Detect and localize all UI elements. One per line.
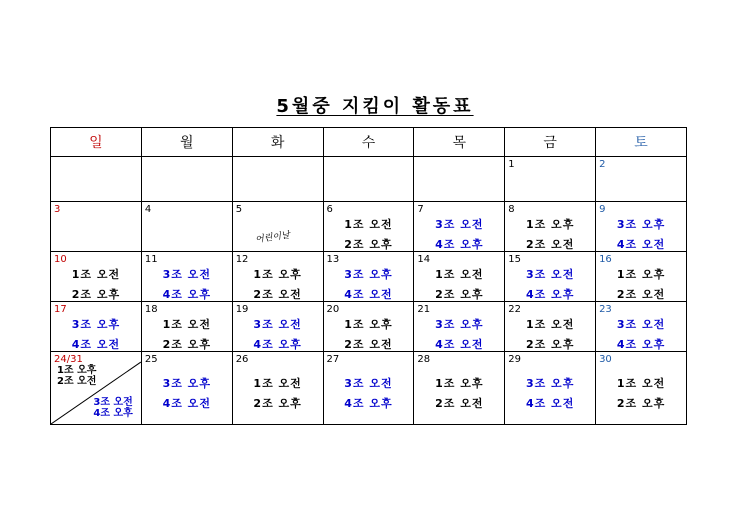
shift-entry: 2조 오전	[525, 238, 575, 251]
shift-entry: 1조 오후	[525, 218, 575, 231]
shift-list	[596, 315, 686, 355]
shift-entry: 2조 오후	[162, 338, 211, 351]
day-cell	[51, 352, 142, 425]
weekday-wed: 수	[323, 128, 414, 157]
shift-list	[233, 315, 323, 355]
day-number: 20	[326, 304, 340, 315]
shift-entry: 4조 오전	[71, 338, 121, 351]
shift-entry: 1조 오후	[616, 268, 666, 281]
day-number: 11	[144, 254, 158, 265]
shift-entry: 3조 오후	[71, 318, 121, 331]
shift-entry: 4조 오전	[344, 288, 393, 301]
shift-entry: 1조 오전	[435, 268, 484, 281]
shift-list	[233, 265, 323, 305]
day-cell	[505, 252, 596, 302]
day-cell	[51, 252, 142, 302]
shift-entry: 1조 오전	[344, 218, 393, 231]
split-top-shifts	[57, 365, 96, 387]
day-cell	[414, 157, 505, 202]
day-number: 8	[508, 204, 515, 215]
day-number: 9	[599, 204, 606, 215]
week-row	[51, 302, 687, 352]
day-cell	[323, 302, 414, 352]
page-title: 5월중 지킴이 활동표	[276, 96, 474, 117]
day-cell	[505, 352, 596, 425]
day-number: 30	[599, 354, 612, 365]
shift-entry: 4조 오후	[525, 288, 575, 301]
day-number: 4	[144, 204, 152, 215]
day-number: 26	[235, 354, 249, 365]
day-cell	[505, 157, 596, 202]
day-number: 13	[326, 254, 340, 265]
shift-entry: 4조 오후	[253, 338, 302, 351]
shift-entry: 2조 오후	[616, 397, 666, 410]
day-cell	[596, 202, 687, 252]
day-number: 2	[599, 159, 606, 170]
day-number: 21	[417, 304, 431, 315]
day-number: 10	[54, 254, 67, 265]
day-cell	[596, 252, 687, 302]
shift-list	[414, 315, 504, 355]
day-number: 15	[508, 254, 521, 265]
day-cell	[232, 157, 323, 202]
day-cell	[414, 202, 505, 252]
shift-entry: 2조 오후	[71, 288, 121, 301]
shift-list	[414, 374, 504, 414]
day-number: 1	[508, 159, 515, 170]
weekday-tue: 화	[232, 128, 323, 157]
shift-list	[51, 265, 141, 305]
shift-entry: 1조 오전	[525, 318, 575, 331]
shift-list	[505, 215, 595, 255]
shift-entry: 3조 오후	[344, 268, 393, 281]
shift-entry: 2조 오후	[253, 397, 302, 410]
day-number: 17	[54, 304, 67, 315]
shift-entry: 2조 오전	[344, 338, 393, 351]
shift-entry: 1조 오후	[57, 365, 97, 376]
shift-list	[324, 374, 414, 414]
day-number: 3	[54, 204, 61, 215]
weekday-mon: 월	[141, 128, 232, 157]
shift-entry: 3조 오전	[616, 318, 666, 331]
shift-entry: 2조 오전	[435, 397, 484, 410]
shift-list	[596, 265, 686, 305]
week-row	[51, 252, 687, 302]
day-cell	[141, 202, 232, 252]
shift-entry: 3조 오전	[435, 218, 484, 231]
day-number: 5	[235, 204, 243, 215]
shift-entry: 3조 오후	[162, 377, 211, 390]
shift-entry: 4조 오후	[344, 397, 393, 410]
shift-entry: 3조 오전	[93, 397, 133, 408]
shift-list	[596, 215, 686, 255]
day-cell	[232, 352, 323, 425]
day-cell	[141, 252, 232, 302]
holiday-note: 어린이날	[254, 230, 291, 246]
weekday-sat: 토	[596, 128, 687, 157]
shift-entry: 1조 오전	[616, 377, 666, 390]
shift-entry: 3조 오전	[525, 268, 575, 281]
day-number: 27	[326, 354, 340, 365]
shift-entry: 4조 오후	[616, 338, 666, 351]
shift-list	[596, 374, 686, 414]
shift-entry: 1조 오후	[253, 268, 302, 281]
day-cell	[141, 157, 232, 202]
shift-list	[51, 315, 141, 355]
shift-entry: 3조 오전	[162, 268, 211, 281]
day-cell	[505, 302, 596, 352]
weekday-fri: 금	[505, 128, 596, 157]
shift-list	[414, 215, 504, 255]
shift-entry: 1조 오전	[71, 268, 121, 281]
day-number: 24/31	[54, 354, 83, 365]
day-cell	[323, 202, 414, 252]
day-number: 16	[599, 254, 612, 265]
day-cell	[232, 302, 323, 352]
shift-list	[324, 315, 414, 355]
day-cell	[505, 202, 596, 252]
day-number: 12	[235, 254, 249, 265]
shift-entry: 2조 오후	[435, 288, 484, 301]
day-cell	[51, 302, 142, 352]
shift-entry: 3조 오전	[253, 318, 302, 331]
day-cell	[51, 202, 142, 252]
day-number: 7	[417, 204, 424, 215]
shift-list	[142, 374, 232, 414]
shift-entry: 2조 오후	[525, 338, 575, 351]
weekday-sun: 일	[51, 128, 142, 157]
week-row	[51, 352, 687, 425]
day-number: 22	[508, 304, 521, 315]
shift-entry: 2조 오전	[616, 288, 666, 301]
week-row	[51, 202, 687, 252]
day-number: 19	[235, 304, 249, 315]
shift-entry: 4조 오후	[435, 238, 484, 251]
shift-entry: 1조 오후	[344, 318, 393, 331]
shift-list	[505, 374, 595, 414]
shift-list	[505, 315, 595, 355]
day-number: 18	[144, 304, 158, 315]
shift-entry: 4조 오후	[93, 408, 133, 419]
shift-entry: 1조 오전	[253, 377, 302, 390]
split-bottom-shifts	[93, 397, 132, 419]
day-number: 28	[417, 354, 431, 365]
shift-entry: 3조 오전	[344, 377, 393, 390]
shift-entry: 4조 오후	[162, 288, 211, 301]
shift-entry: 4조 오전	[162, 397, 211, 410]
day-cell	[323, 157, 414, 202]
calendar-table	[50, 127, 687, 425]
shift-entry: 2조 오전	[253, 288, 302, 301]
day-number: 29	[508, 354, 521, 365]
shift-list	[324, 215, 414, 255]
day-cell	[51, 157, 142, 202]
shift-entry: 3조 오후	[616, 218, 666, 231]
shift-list	[142, 315, 232, 355]
shift-list	[142, 265, 232, 305]
day-cell	[414, 252, 505, 302]
shift-entry: 1조 오전	[162, 318, 211, 331]
day-cell	[596, 302, 687, 352]
weekday-header-row	[51, 128, 687, 157]
shift-list	[324, 265, 414, 305]
shift-entry: 3조 오후	[525, 377, 575, 390]
shift-list	[414, 265, 504, 305]
shift-entry: 2조 오전	[57, 376, 97, 387]
shift-entry: 4조 오전	[435, 338, 484, 351]
day-cell	[414, 352, 505, 425]
weekday-thu: 목	[414, 128, 505, 157]
day-cell	[323, 352, 414, 425]
day-cell	[596, 157, 687, 202]
day-cell	[141, 302, 232, 352]
day-number: 14	[417, 254, 431, 265]
shift-list	[233, 374, 323, 414]
day-number: 6	[326, 204, 333, 215]
shift-entry: 1조 오후	[435, 377, 484, 390]
shift-entry: 2조 오후	[344, 238, 393, 251]
day-cell	[232, 252, 323, 302]
day-cell	[141, 352, 232, 425]
week-row	[51, 157, 687, 202]
day-cell	[596, 352, 687, 425]
day-cell	[232, 202, 323, 252]
day-number: 25	[144, 354, 158, 365]
day-cell	[414, 302, 505, 352]
shift-entry: 4조 오전	[616, 238, 666, 251]
shift-entry: 3조 오후	[435, 318, 484, 331]
day-number: 23	[599, 304, 612, 315]
shift-entry: 4조 오전	[525, 397, 575, 410]
shift-list	[505, 265, 595, 305]
day-cell	[323, 252, 414, 302]
